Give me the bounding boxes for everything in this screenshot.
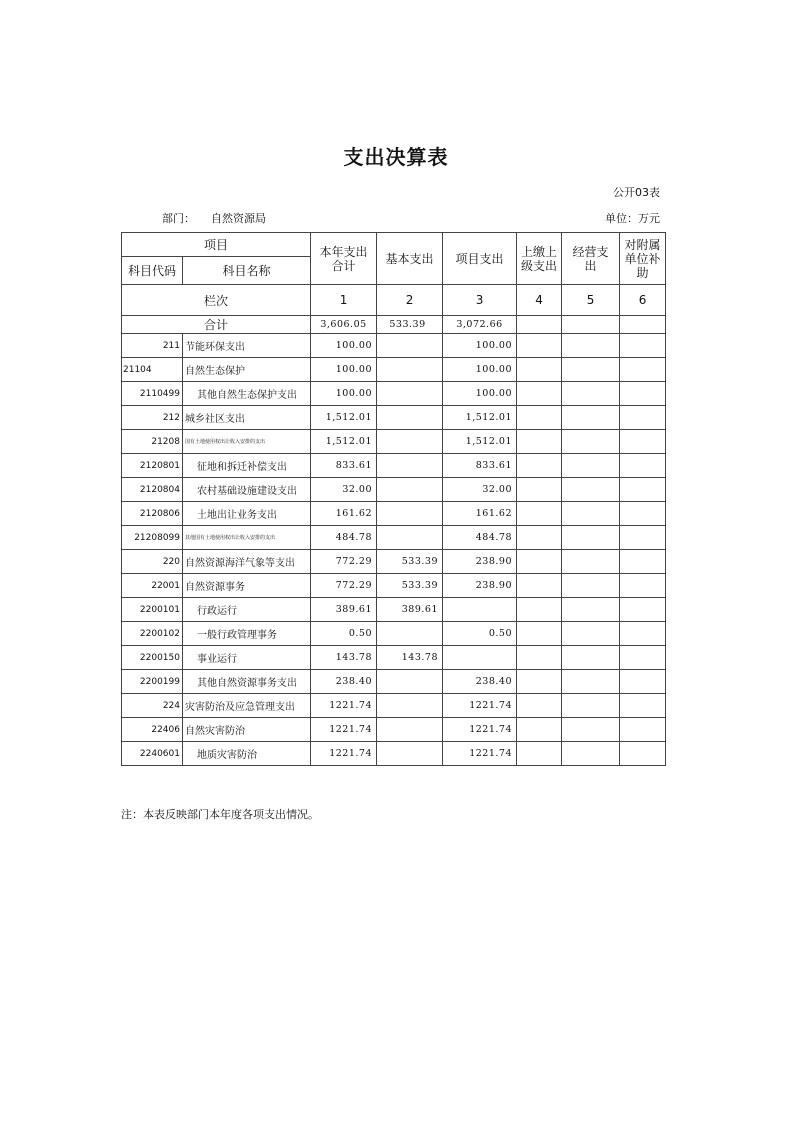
row-upper bbox=[517, 550, 562, 574]
row-basic bbox=[377, 478, 443, 502]
row-basic: 389.61 bbox=[377, 598, 443, 622]
row-total: 100.00 bbox=[311, 334, 377, 358]
row-project: 100.00 bbox=[443, 334, 517, 358]
row-basic bbox=[377, 670, 443, 694]
row-total: 1,512.01 bbox=[311, 430, 377, 454]
table-row bbox=[122, 742, 666, 766]
table-row bbox=[122, 502, 666, 526]
row-business bbox=[562, 598, 620, 622]
row-basic bbox=[377, 718, 443, 742]
header-business: 经营支出 bbox=[562, 233, 620, 285]
header-project: 项目 bbox=[122, 233, 311, 257]
row-upper bbox=[517, 526, 562, 550]
table-row bbox=[122, 382, 666, 406]
table-row bbox=[122, 454, 666, 478]
row-upper bbox=[517, 598, 562, 622]
row-project: 833.61 bbox=[443, 454, 517, 478]
page-title: 支出决算表 bbox=[343, 145, 449, 169]
row-basic bbox=[377, 406, 443, 430]
row-name: 节能环保支出 bbox=[183, 334, 311, 358]
row-code: 22001 bbox=[122, 574, 183, 598]
col-num-3: 3 bbox=[443, 285, 517, 316]
row-upper bbox=[517, 574, 562, 598]
row-business bbox=[562, 742, 620, 766]
table-row bbox=[122, 550, 666, 574]
row-name: 自然资源海洋气象等支出 bbox=[183, 550, 311, 574]
row-business bbox=[562, 694, 620, 718]
row-total: 389.61 bbox=[311, 598, 377, 622]
row-name: 地质灾害防治 bbox=[183, 742, 311, 766]
row-project: 238.40 bbox=[443, 670, 517, 694]
total-subsidy bbox=[620, 316, 666, 334]
table-row bbox=[122, 358, 666, 382]
row-project bbox=[443, 646, 517, 670]
row-total: 1221.74 bbox=[311, 694, 377, 718]
row-total: 1221.74 bbox=[311, 742, 377, 766]
row-name: 其他自然资源事务支出 bbox=[183, 670, 311, 694]
row-subsidy bbox=[620, 454, 666, 478]
row-name: 一般行政管理事务 bbox=[183, 622, 311, 646]
row-code: 2200101 bbox=[122, 598, 183, 622]
row-name: 其他国有土地使用权出让收入安排的支出 bbox=[183, 526, 311, 550]
row-business bbox=[562, 622, 620, 646]
header-subsidy: 对附属单位补助 bbox=[620, 233, 666, 285]
row-total: 143.78 bbox=[311, 646, 377, 670]
header-basic: 基本支出 bbox=[377, 233, 443, 285]
row-total: 32.00 bbox=[311, 478, 377, 502]
table-row bbox=[122, 598, 666, 622]
row-project: 1,512.01 bbox=[443, 430, 517, 454]
row-total: 1,512.01 bbox=[311, 406, 377, 430]
row-subsidy bbox=[620, 598, 666, 622]
row-subsidy bbox=[620, 382, 666, 406]
row-total: 833.61 bbox=[311, 454, 377, 478]
expenditure-table bbox=[121, 232, 666, 766]
row-subsidy bbox=[620, 622, 666, 646]
total-business bbox=[562, 316, 620, 334]
row-business bbox=[562, 478, 620, 502]
row-total: 100.00 bbox=[311, 382, 377, 406]
header-project-exp: 项目支出 bbox=[443, 233, 517, 285]
row-upper bbox=[517, 454, 562, 478]
row-upper bbox=[517, 718, 562, 742]
row-code: 224 bbox=[122, 694, 183, 718]
department-value: 自然资源局 bbox=[211, 212, 266, 225]
row-upper bbox=[517, 358, 562, 382]
row-subsidy bbox=[620, 646, 666, 670]
row-project: 1221.74 bbox=[443, 742, 517, 766]
table-row bbox=[122, 646, 666, 670]
row-code: 2240601 bbox=[122, 742, 183, 766]
form-code: 公开03表 bbox=[613, 186, 660, 199]
col-num-6: 6 bbox=[620, 285, 666, 316]
footnote: 注：本表反映部门本年度各项支出情况。 bbox=[121, 808, 319, 821]
table-row bbox=[122, 694, 666, 718]
row-project: 1,512.01 bbox=[443, 406, 517, 430]
table-row bbox=[122, 334, 666, 358]
header-name: 科目名称 bbox=[183, 257, 311, 285]
row-basic bbox=[377, 694, 443, 718]
row-basic bbox=[377, 334, 443, 358]
row-project: 238.90 bbox=[443, 574, 517, 598]
row-total: 0.50 bbox=[311, 622, 377, 646]
row-business bbox=[562, 406, 620, 430]
header-row-no: 栏次 bbox=[122, 285, 311, 316]
row-basic bbox=[377, 430, 443, 454]
total-basic: 533.39 bbox=[377, 316, 443, 334]
row-project bbox=[443, 598, 517, 622]
row-code: 220 bbox=[122, 550, 183, 574]
row-basic: 533.39 bbox=[377, 550, 443, 574]
row-code: 2110499 bbox=[122, 382, 183, 406]
table-row bbox=[122, 718, 666, 742]
row-code: 2120804 bbox=[122, 478, 183, 502]
row-basic bbox=[377, 502, 443, 526]
department-label: 部门： bbox=[162, 212, 195, 225]
row-code: 21208099 bbox=[122, 526, 183, 550]
header-code: 科目代码 bbox=[122, 257, 183, 285]
row-name: 自然灾害防治 bbox=[183, 718, 311, 742]
row-upper bbox=[517, 694, 562, 718]
row-subsidy bbox=[620, 526, 666, 550]
table-row bbox=[122, 622, 666, 646]
row-business bbox=[562, 526, 620, 550]
row-subsidy bbox=[620, 406, 666, 430]
col-num-4: 4 bbox=[517, 285, 562, 316]
row-subsidy bbox=[620, 742, 666, 766]
row-name: 土地出让业务支出 bbox=[183, 502, 311, 526]
row-code: 22406 bbox=[122, 718, 183, 742]
row-business bbox=[562, 646, 620, 670]
row-code: 2200199 bbox=[122, 670, 183, 694]
row-subsidy bbox=[620, 574, 666, 598]
row-business bbox=[562, 550, 620, 574]
col-num-5: 5 bbox=[562, 285, 620, 316]
row-project: 0.50 bbox=[443, 622, 517, 646]
table-row bbox=[122, 430, 666, 454]
row-name: 事业运行 bbox=[183, 646, 311, 670]
row-subsidy bbox=[620, 502, 666, 526]
table-row bbox=[122, 526, 666, 550]
row-subsidy bbox=[620, 430, 666, 454]
row-business bbox=[562, 718, 620, 742]
row-upper bbox=[517, 622, 562, 646]
row-business bbox=[562, 334, 620, 358]
row-name: 国有土地使用权出让收入安排的支出 bbox=[183, 430, 311, 454]
total-label: 合计 bbox=[122, 316, 311, 334]
row-code: 211 bbox=[122, 334, 183, 358]
row-business bbox=[562, 430, 620, 454]
row-basic bbox=[377, 742, 443, 766]
row-project: 100.00 bbox=[443, 382, 517, 406]
total-project: 3,072.66 bbox=[443, 316, 517, 334]
row-upper bbox=[517, 406, 562, 430]
row-business bbox=[562, 574, 620, 598]
header-total: 本年支出合计 bbox=[311, 233, 377, 285]
row-subsidy bbox=[620, 670, 666, 694]
row-name: 城乡社区支出 bbox=[183, 406, 311, 430]
col-num-2: 2 bbox=[377, 285, 443, 316]
row-project: 238.90 bbox=[443, 550, 517, 574]
row-subsidy bbox=[620, 694, 666, 718]
row-total: 772.29 bbox=[311, 550, 377, 574]
row-total: 100.00 bbox=[311, 358, 377, 382]
row-name: 农村基础设施建设支出 bbox=[183, 478, 311, 502]
row-basic bbox=[377, 622, 443, 646]
row-basic: 533.39 bbox=[377, 574, 443, 598]
row-name: 自然资源事务 bbox=[183, 574, 311, 598]
unit-label: 单位：万元 bbox=[605, 212, 660, 225]
row-code: 21208 bbox=[122, 430, 183, 454]
row-upper bbox=[517, 742, 562, 766]
row-upper bbox=[517, 670, 562, 694]
row-project: 161.62 bbox=[443, 502, 517, 526]
row-total: 161.62 bbox=[311, 502, 377, 526]
row-code: 2200150 bbox=[122, 646, 183, 670]
row-business bbox=[562, 454, 620, 478]
row-code: 2200102 bbox=[122, 622, 183, 646]
row-code: 2120806 bbox=[122, 502, 183, 526]
row-basic bbox=[377, 382, 443, 406]
row-project: 100.00 bbox=[443, 358, 517, 382]
row-project: 1221.74 bbox=[443, 694, 517, 718]
row-basic bbox=[377, 526, 443, 550]
row-project: 32.00 bbox=[443, 478, 517, 502]
row-total: 1221.74 bbox=[311, 718, 377, 742]
row-total: 772.29 bbox=[311, 574, 377, 598]
table-row bbox=[122, 670, 666, 694]
row-business bbox=[562, 502, 620, 526]
row-upper bbox=[517, 382, 562, 406]
table-row bbox=[122, 478, 666, 502]
col-num-1: 1 bbox=[311, 285, 377, 316]
table-row bbox=[122, 406, 666, 430]
row-name: 其他自然生态保护支出 bbox=[183, 382, 311, 406]
row-subsidy bbox=[620, 550, 666, 574]
row-subsidy bbox=[620, 334, 666, 358]
row-subsidy bbox=[620, 718, 666, 742]
row-business bbox=[562, 670, 620, 694]
row-upper bbox=[517, 646, 562, 670]
row-basic bbox=[377, 358, 443, 382]
row-code: 2120801 bbox=[122, 454, 183, 478]
row-subsidy bbox=[620, 478, 666, 502]
total-upper bbox=[517, 316, 562, 334]
total-value: 3,606.05 bbox=[311, 316, 377, 334]
row-upper bbox=[517, 430, 562, 454]
row-total: 484.78 bbox=[311, 526, 377, 550]
row-name: 行政运行 bbox=[183, 598, 311, 622]
row-project: 1221.74 bbox=[443, 718, 517, 742]
row-total: 238.40 bbox=[311, 670, 377, 694]
row-subsidy bbox=[620, 358, 666, 382]
row-basic bbox=[377, 454, 443, 478]
row-business bbox=[562, 382, 620, 406]
row-code: 212 bbox=[122, 406, 183, 430]
row-name: 灾害防治及应急管理支出 bbox=[183, 694, 311, 718]
row-name: 征地和拆迁补偿支出 bbox=[183, 454, 311, 478]
table-row bbox=[122, 574, 666, 598]
department bbox=[162, 210, 266, 226]
row-name: 自然生态保护 bbox=[183, 358, 311, 382]
row-upper bbox=[517, 502, 562, 526]
header-upper: 上缴上级支出 bbox=[517, 233, 562, 285]
row-upper bbox=[517, 478, 562, 502]
row-upper bbox=[517, 334, 562, 358]
row-business bbox=[562, 358, 620, 382]
row-project: 484.78 bbox=[443, 526, 517, 550]
row-basic: 143.78 bbox=[377, 646, 443, 670]
row-code: 21104 bbox=[122, 358, 183, 382]
